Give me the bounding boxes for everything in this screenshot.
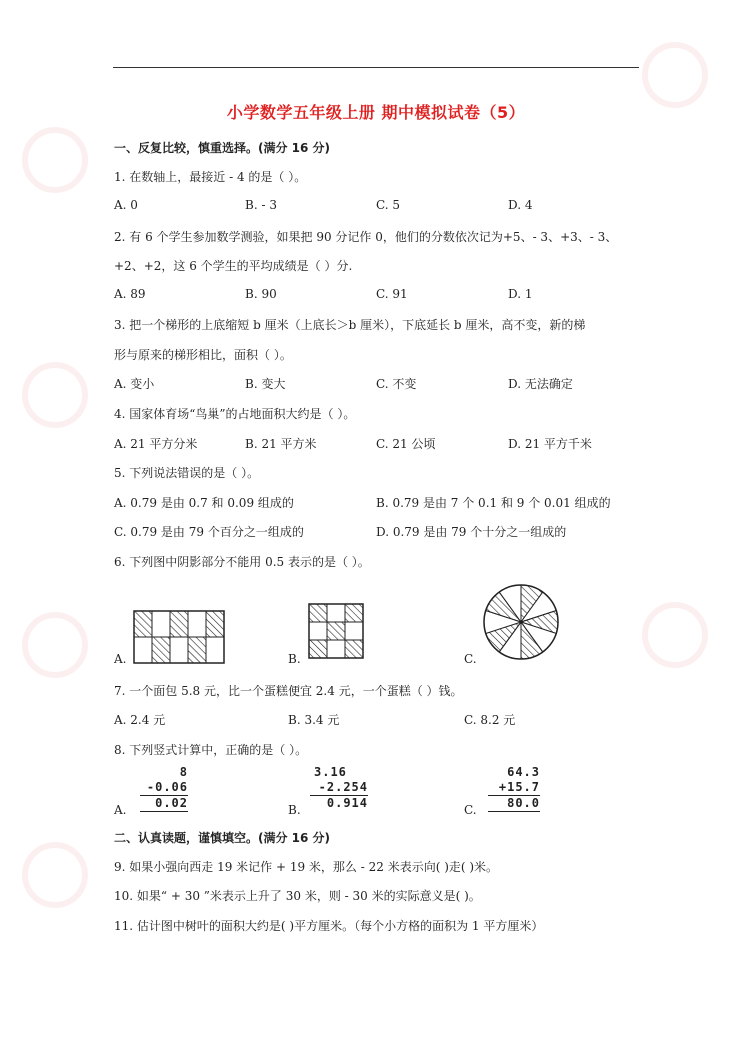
question-10: 10. 如果“ + 30 ”米表示上升了 30 米，则 - 30 米的实际意义是( )。 <box>114 889 481 903</box>
question-7: 7. 一个面包 5.8 元，比一个蛋糕便宜 2.4 元，一个蛋糕（ ）钱。 <box>114 684 463 698</box>
vertical-calc-c <box>488 765 540 812</box>
header-rule <box>113 67 639 68</box>
q3-option-d: D. 无法确定 <box>508 377 573 391</box>
q5-option-c: C. 0.79 是由 79 个百分之一组成的 <box>114 525 304 539</box>
q2-option-d: D. 1 <box>508 287 533 301</box>
q5-option-a: A. 0.79 是由 0.7 和 0.09 组成的 <box>114 496 294 510</box>
watermark-logo <box>20 360 90 430</box>
q1-option-b: B. - 3 <box>245 198 277 212</box>
figure-circle-c <box>482 583 560 661</box>
calc-b-operand: -2.254 <box>310 780 368 796</box>
q7-option-b: B. 3.4 元 <box>288 713 340 727</box>
calc-c-top: 64.3 <box>507 765 540 779</box>
calc-c-result: 80.0 <box>488 796 540 812</box>
q4-option-a: A. 21 平方分米 <box>114 437 198 451</box>
q8-option-c: C. <box>464 803 477 817</box>
q2-option-c: C. 91 <box>376 287 408 301</box>
question-3-line-2: 形与原来的梯形相比，面积（ ）。 <box>114 348 292 362</box>
q6-option-b: B. <box>288 652 301 666</box>
q3-option-a: A. 变小 <box>114 377 155 391</box>
vertical-calc-b <box>310 765 368 811</box>
q6-option-c: C. <box>464 652 477 666</box>
calc-b-top: 3.16 <box>314 765 347 779</box>
page-title: 小学数学五年级上册 期中模拟试卷（5） <box>226 103 526 122</box>
q8-option-a: A. <box>114 803 127 817</box>
calc-a-result: 0.02 <box>140 796 188 812</box>
calc-c-operand: +15.7 <box>488 780 540 796</box>
watermark-logo <box>20 125 90 195</box>
question-1: 1. 在数轴上，最接近 - 4 的是（ ）。 <box>114 170 307 184</box>
section-heading-1: 一、反复比较，慎重选择。(满分 16 分) <box>114 141 331 155</box>
section-heading-2: 二、认真读题，谨慎填空。(满分 16 分) <box>114 831 331 845</box>
q3-option-c: C. 不变 <box>376 377 417 391</box>
question-2-line-2: +2、+2，这 6 个学生的平均成绩是（ ）分. <box>114 259 353 273</box>
q8-option-b: B. <box>288 803 301 817</box>
question-6: 6. 下列图中阴影部分不能用 0.5 表示的是（ ）。 <box>114 555 370 569</box>
calc-a-top: 8 <box>179 765 188 779</box>
q4-option-c: C. 21 公顷 <box>376 437 436 451</box>
question-3-line-1: 3. 把一个梯形的上底缩短 b 厘米（上底长＞b 厘米），下底延长 b 厘米，高不变，新的梯 <box>114 318 586 332</box>
question-2-line-1: 2. 有 6 个学生参加数学测验，如果把 90 分记作 0，他们的分数依次记为+5、- 3、+3、- 3、 <box>114 230 618 244</box>
question-8: 8. 下列竖式计算中，正确的是（ ）。 <box>114 743 308 757</box>
watermark-logo <box>20 610 90 680</box>
vertical-calc-a <box>140 765 188 812</box>
q3-option-b: B. 变大 <box>245 377 286 391</box>
question-4: 4. 国家体育场“鸟巢”的占地面积大约是（ ）。 <box>114 407 356 421</box>
q5-option-b: B. 0.79 是由 7 个 0.1 和 9 个 0.01 组成的 <box>376 496 611 510</box>
q2-option-b: B. 90 <box>245 287 277 301</box>
q7-option-c: C. 8.2 元 <box>464 713 516 727</box>
question-9: 9. 如果小强向西走 19 米记作 + 19 米，那么 - 22 米表示向( )走( )米。 <box>114 860 499 874</box>
question-11: 11. 估计图中树叶的面积大约是( )平方厘米。（每个小方格的面积为 1 平方厘米） <box>114 919 544 933</box>
q4-option-b: B. 21 平方米 <box>245 437 317 451</box>
q1-option-a: A. 0 <box>114 198 138 212</box>
q2-option-a: A. 89 <box>114 287 146 301</box>
q7-option-a: A. 2.4 元 <box>114 713 166 727</box>
calc-a-operand: -0.06 <box>140 780 188 796</box>
question-5: 5. 下列说法错误的是（ ）。 <box>114 466 260 480</box>
calc-b-result: 0.914 <box>326 796 368 810</box>
figure-grid-b <box>308 603 364 659</box>
q1-option-c: C. 5 <box>376 198 401 212</box>
q4-option-d: D. 21 平方千米 <box>508 437 592 451</box>
q1-option-d: D. 4 <box>508 198 533 212</box>
watermark-logo <box>640 600 710 670</box>
q5-option-d: D. 0.79 是由 79 个十分之一组成的 <box>376 525 567 539</box>
q6-option-a: A. <box>114 652 127 666</box>
figure-grid-a <box>133 610 225 664</box>
watermark-logo <box>20 840 90 910</box>
